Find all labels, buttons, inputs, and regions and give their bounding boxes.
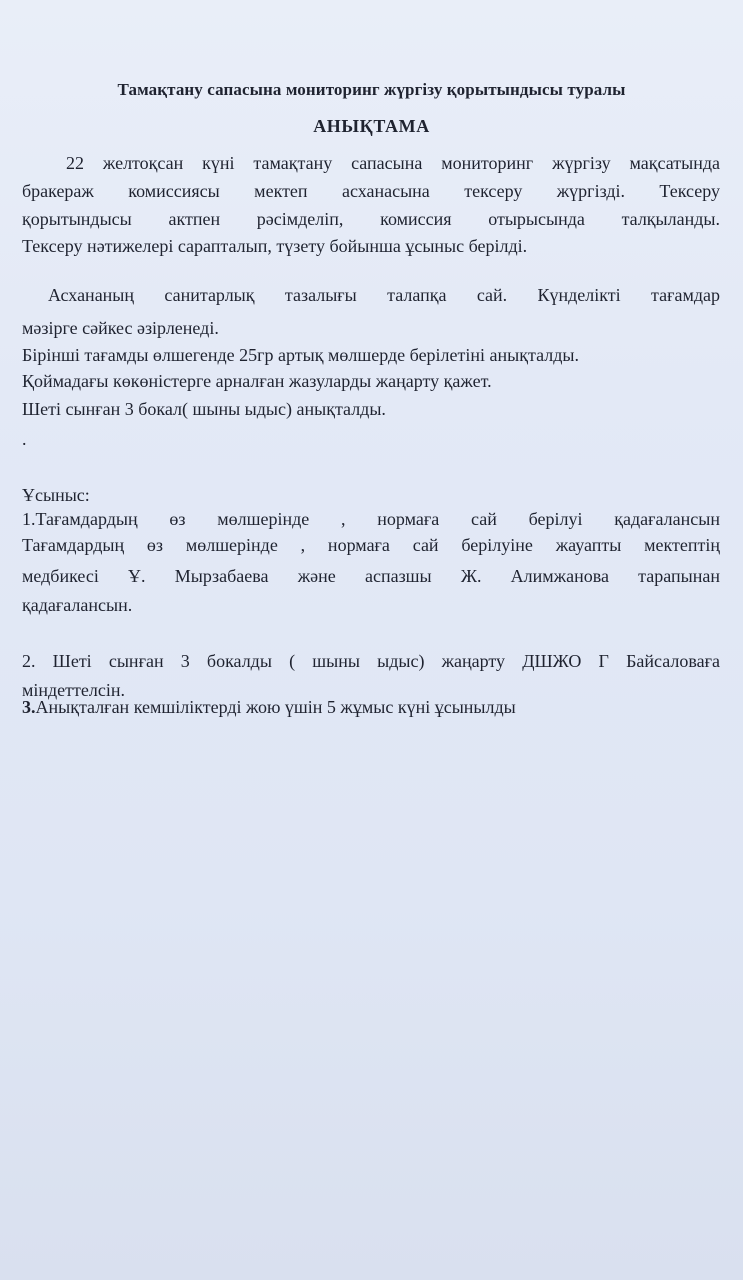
rec3-number: 3. — [22, 697, 36, 717]
rec1-line-3: медбикесі Ұ. Мырзабаева және аспазшы Ж. Алимжанова тарапынан — [22, 566, 720, 586]
intro-line-3: қорытындысы актпен рәсімделіп, комиссия отырысында талқыланды. — [22, 209, 720, 229]
findings-line-3: Бірінші тағамды өлшегенде 25гр артық мөлшерде берілетіні анықталды. — [22, 345, 579, 365]
findings-line-1: Асхананың санитарлық тазалығы талапқа сай. Күнделікті тағамдар — [48, 285, 720, 305]
rec1-line-2: Тағамдардың өз мөлшерінде , нормаға сай берілуіне жауапты мектептің — [22, 535, 720, 555]
findings-line-2: мәзірге сәйкес әзірленеді. — [22, 318, 219, 338]
rec2-line-2: міндеттелсін. — [22, 680, 125, 700]
document-title: Тамақтану сапасына мониторинг жүргізу қорытындысы туралы — [117, 80, 626, 99]
findings-line-5: Шеті сынған 3 бокал( шыны ыдыс) анықталды. — [22, 399, 386, 419]
intro-line-4: Тексеру нәтижелері сарапталып, түзету бойынша ұсыныс берілді. — [22, 236, 528, 256]
recommendations-heading: Ұсыныс: — [22, 485, 90, 505]
findings-line-4: Қоймадағы көкөністерге арналған жазуларды жаңарту қажет. — [22, 371, 492, 391]
rec1-line-4: қадағалансын. — [22, 595, 133, 615]
rec2-line-1: 2. Шеті сынған 3 бокалды ( шыны ыдыс) жаңарту ДШЖО Г Байсаловаға — [22, 651, 720, 671]
intro-line-2: бракераж комиссиясы мектеп асханасына тексеру жүргізді. Тексеру — [22, 181, 720, 201]
rec3-line — [22, 694, 720, 720]
intro-line-1: 22 желтоқсан күні тамақтану сапасына мониторинг жүргізу мақсатында — [66, 153, 720, 173]
document-subtitle: АНЫҚТАМА — [313, 116, 430, 136]
rec1-line-1: 1.Тағамдардың өз мөлшерінде , нормаға сай берілуі қадағалансын — [22, 509, 720, 529]
rec3-text: Анықталған кемшіліктерді жою үшін 5 жұмыс күні ұсынылды — [35, 697, 516, 717]
findings-line-6: . — [22, 429, 27, 449]
